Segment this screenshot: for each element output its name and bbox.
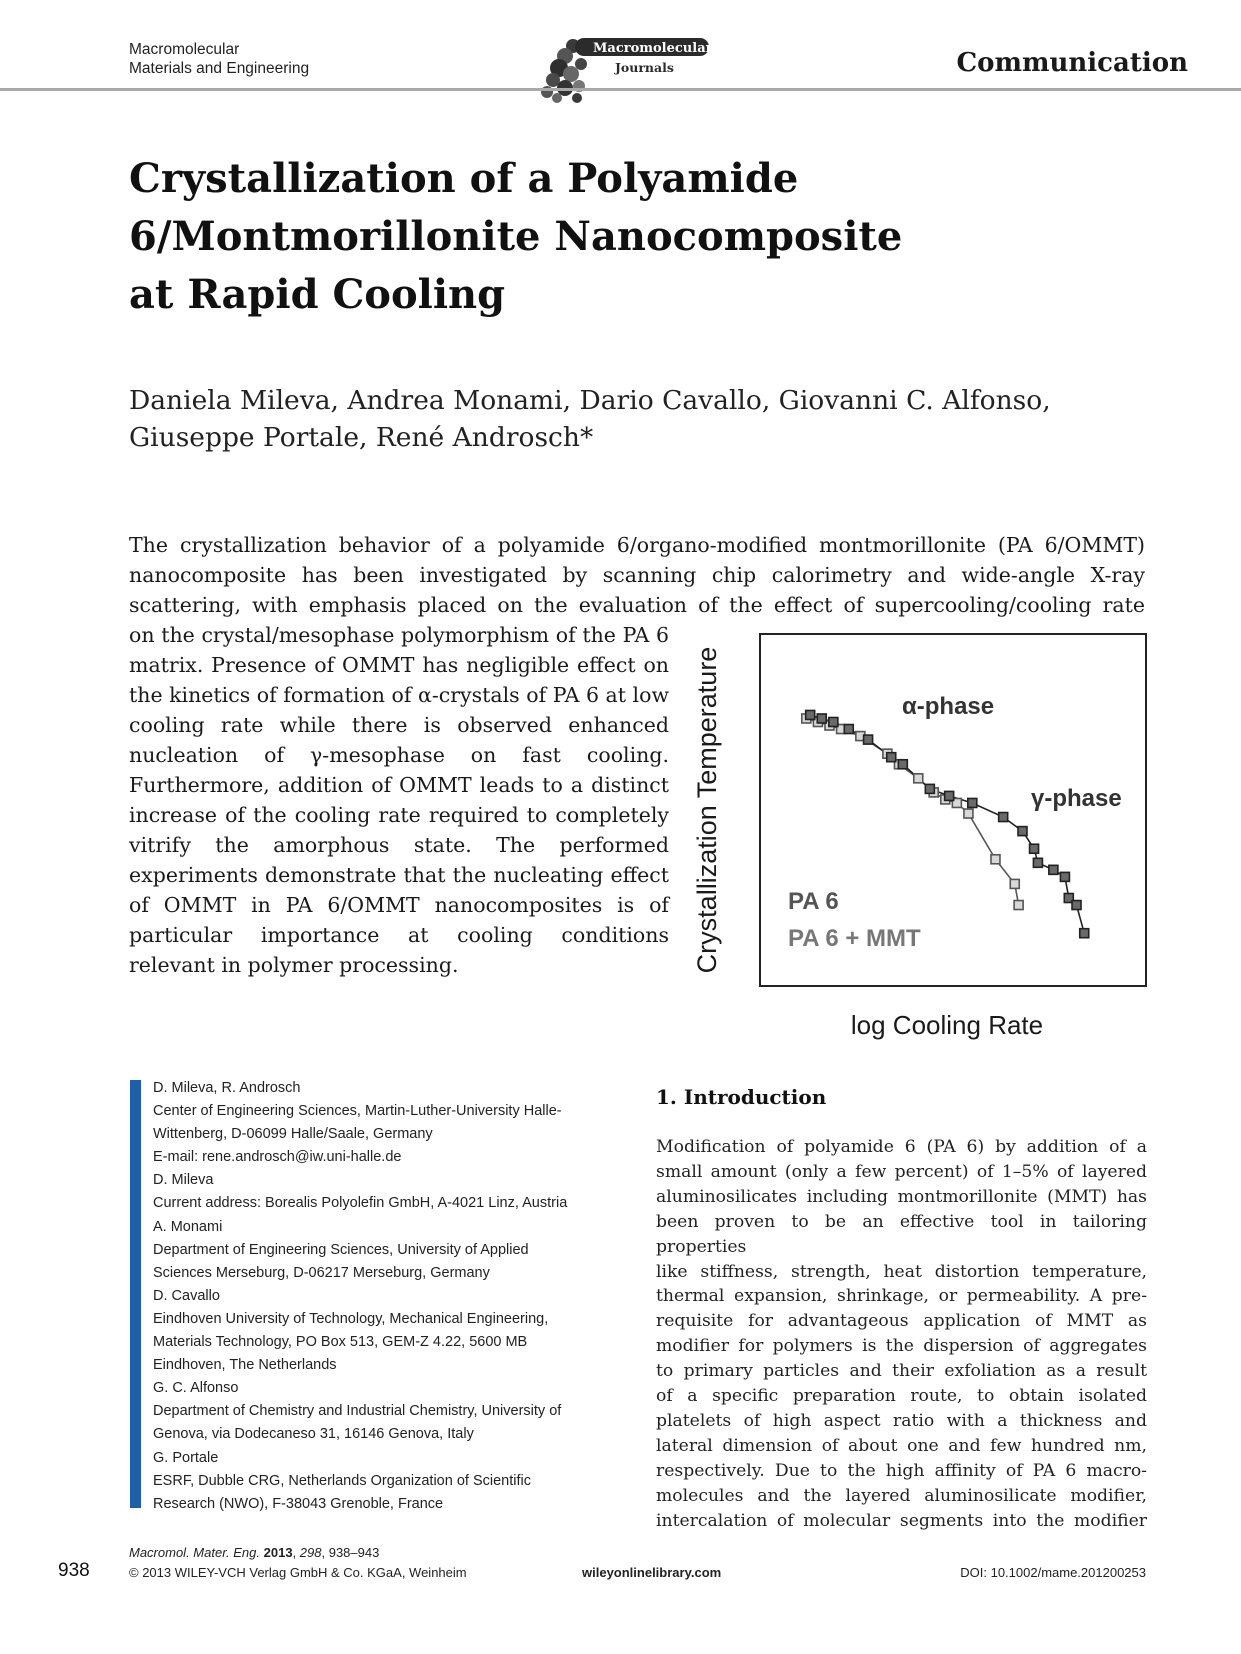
footer-url[interactable]: wileyonlinelibrary.com	[582, 1565, 722, 1580]
data-point-series1-6	[898, 760, 907, 769]
introduction-line: aluminosilicates including montmorillonite (MMT) has	[656, 1186, 1147, 1207]
abstract-column: on the crystal/mesophase polymorphism of the PA 6 matrix. Presence of OMMT has negligible effect on the kinetics of formation of α-crystals of PA 6 at low cooling rate while there is observed enhanced nucleation of γ-mesophase on fast cooling. Furthermore, addition of OMMT leads to a distinct increase of the cooling rate required to completely vitrify the amorphous state. The performed experiments demonstrate that the nucleating effect of OMMT in PA 6/OMMT nanocomposites is of particular importance at cooling conditions relevant in polymer processing.	[129, 623, 669, 977]
affiliation-line: Center of Engineering Sciences, Martin-Luther-University Halle-	[153, 1103, 562, 1120]
title-line: 6/Montmorillonite Nanocomposite	[129, 213, 903, 260]
data-point-series0-12	[991, 855, 1000, 864]
affiliation-line: Materials Technology, PO Box 513, GEM-Z 4.22, 5600 MB	[153, 1334, 528, 1351]
x-axis-label: log Cooling Rate	[850, 1010, 1044, 1040]
introduction-line: thermal expansion, shrinkage, or permeability. A pre-	[656, 1286, 1147, 1307]
journal-name-line1: Macromolecular	[129, 41, 240, 58]
data-point-series1-3	[844, 725, 853, 734]
data-point-series1-11	[1018, 827, 1027, 836]
logo-line2: Journals	[615, 60, 674, 75]
introduction-line: modifier for polymers is the dispersion of aggregates	[656, 1336, 1147, 1357]
affiliation-line: Research (NWO), F-38043 Grenoble, France	[153, 1495, 444, 1512]
legend-pa6-mmt: PA 6 + MMT	[788, 925, 921, 952]
data-point-series0-14	[1014, 901, 1023, 910]
abstract-full-width	[129, 530, 1145, 620]
data-point-series1-14	[1049, 865, 1058, 874]
affiliation-line: D. Mileva, R. Androsch	[153, 1080, 301, 1096]
journal-name	[129, 40, 309, 78]
header-rule	[0, 88, 1241, 91]
data-point-series0-7	[914, 774, 923, 783]
gamma-phase-annotation: γ-phase	[1031, 785, 1122, 812]
introduction-line: like stiffness, strength, heat distortion temperature,	[656, 1261, 1147, 1282]
affiliation-line: D. Cavallo	[153, 1287, 220, 1304]
introduction-heading: 1. Introduction	[656, 1085, 827, 1109]
title-line: Crystallization of a Polyamide	[129, 155, 799, 202]
abstract-line: nanocomposite has been investigated by scanning chip calorimetry and wide-angle X-ray	[129, 563, 1145, 587]
data-point-series1-5	[887, 753, 896, 762]
page-number: 938	[58, 1560, 90, 1581]
citation-year: 2013	[263, 1545, 293, 1560]
data-point-series1-2	[829, 718, 838, 727]
y-axis-label: Crystallization Temperature	[692, 646, 722, 974]
citation-line: Macromol. Mater. Eng. 2013, 298, 938–943	[129, 1545, 380, 1560]
logo-line1: Macromolecular	[593, 41, 713, 56]
affiliation-line: G. C. Alfonso	[153, 1380, 239, 1397]
journal-name-line2: Materials and Engineering	[129, 60, 310, 77]
introduction-line: to primary particles and their exfoliation as a result	[656, 1361, 1147, 1382]
data-point-series1-9	[968, 798, 977, 807]
introduction-line: small amount (only a few percent) of 1–5% of layered	[656, 1161, 1147, 1182]
chart-series-layer	[802, 710, 1089, 937]
data-point-series0-13	[1010, 879, 1019, 888]
author-line: Giuseppe Portale, René Androsch*	[129, 422, 594, 453]
citation-journal: Macromol. Mater. Eng.	[129, 1545, 261, 1560]
affiliation-line: G. Portale	[153, 1449, 219, 1466]
introduction-line: platelets of high aspect ratio with a thickness and	[656, 1410, 1147, 1431]
affiliation-line: Eindhoven, The Netherlands	[153, 1357, 337, 1374]
graphical-abstract-chart	[686, 622, 1156, 1042]
author-list	[129, 382, 1129, 456]
article-title	[129, 150, 1029, 324]
data-point-series1-13	[1033, 858, 1042, 867]
introduction-line: been proven to be an effective tool in tailoring properties	[656, 1211, 1147, 1257]
introduction-body	[656, 1135, 1147, 1534]
affiliation-line: Eindhoven University of Technology, Mechanical Engineering,	[153, 1310, 549, 1327]
affiliation-line: Wittenberg, D-06099 Halle/Saale, Germany	[153, 1126, 433, 1143]
introduction-line: molecules and the layered aluminosilicate modifier,	[656, 1485, 1147, 1506]
journal-logo	[531, 24, 713, 106]
section-label: Communication	[956, 48, 1188, 78]
introduction-line: lateral dimension of about one and few hundred nm,	[656, 1435, 1147, 1456]
data-point-series1-10	[999, 813, 1008, 822]
citation-pages: , 938–943	[321, 1545, 380, 1560]
legend-pa6: PA 6	[788, 888, 839, 915]
data-point-series1-17	[1072, 901, 1081, 910]
data-point-series1-15	[1060, 872, 1069, 881]
data-point-series1-4	[864, 735, 873, 744]
affiliation-line: D. Mileva	[153, 1172, 214, 1189]
abstract-line: The crystallization behavior of a polyamide 6/organo-modified montmorillonite (PA 6/OMMT)	[129, 533, 1145, 557]
citation-volume: 298	[299, 1545, 322, 1560]
affiliation-accent-bar	[130, 1080, 141, 1508]
affiliation-line: Sciences Merseburg, D-06217 Merseburg, Germany	[153, 1264, 490, 1281]
affiliation-line: Department of Chemistry and Industrial Chemistry, University of	[153, 1403, 562, 1420]
series-line-1	[810, 715, 1084, 933]
footer-doi[interactable]: DOI: 10.1002/mame.201200253	[960, 1565, 1146, 1580]
abstract-line: scattering, with emphasis placed on the evaluation of the effect of supercooling/cooling rate	[129, 593, 1145, 617]
affiliation-block	[153, 1077, 633, 1516]
affiliation-line: E-mail: rene.androsch@iw.uni-halle.de	[153, 1149, 402, 1166]
data-point-series1-1	[817, 714, 826, 723]
series-line-0	[806, 718, 1018, 905]
title-line: at Rapid Cooling	[129, 271, 506, 318]
introduction-line: requisite for advantageous application of MMT as	[656, 1311, 1147, 1332]
affiliation-line: Genova, via Dodecaneso 31, 16146 Genova, Italy	[153, 1426, 474, 1443]
data-point-series1-18	[1080, 929, 1089, 938]
data-point-series1-8	[945, 791, 954, 800]
data-point-series0-11	[964, 809, 973, 818]
introduction-line: intercalation of molecular segments into the modifier	[656, 1510, 1147, 1531]
copyright-line: © 2013 WILEY-VCH Verlag GmbH & Co. KGaA, Weinheim	[129, 1565, 467, 1580]
data-point-series1-7	[925, 784, 934, 793]
affiliation-line: A. Monami	[153, 1218, 223, 1235]
author-line: Daniela Mileva, Andrea Monami, Dario Cavallo, Giovanni C. Alfonso,	[129, 385, 1051, 416]
affiliation-line: ESRF, Dubble CRG, Netherlands Organization of Scientific	[153, 1472, 531, 1489]
affiliation-line: Department of Engineering Sciences, University of Applied	[153, 1241, 529, 1258]
data-point-series1-0	[806, 710, 815, 719]
introduction-line: Modification of polyamide 6 (PA 6) by addition of a	[656, 1137, 1147, 1157]
affiliation-line: Current address: Borealis Polyolefin GmbH, A-4021 Linz, Austria	[153, 1195, 568, 1212]
introduction-line: respectively. Due to the high affinity of PA 6 macro-	[656, 1460, 1147, 1481]
introduction-line: of a specific preparation route, to obtain isolated	[656, 1386, 1147, 1407]
alpha-phase-annotation: α-phase	[902, 693, 995, 720]
data-point-series1-12	[1030, 844, 1039, 853]
